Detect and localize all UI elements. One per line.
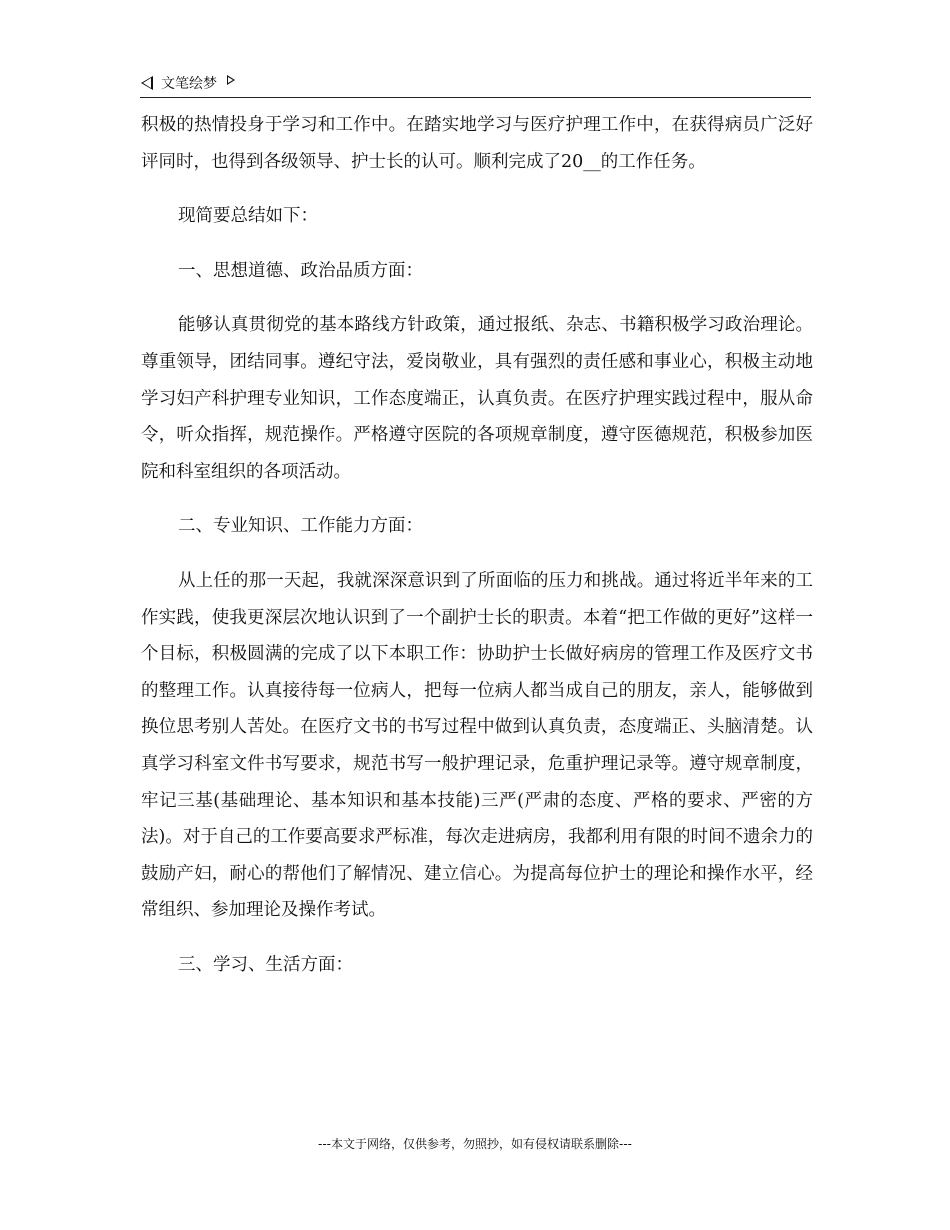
- document-body: [141, 107, 813, 1001]
- triangle-right-icon: [227, 75, 235, 85]
- header-title: 文笔绘梦: [161, 76, 217, 92]
- section-heading-1: 一、思想道德、政治品质方面：: [178, 260, 423, 281]
- section-heading-3: 三、学习、生活方面：: [178, 954, 353, 975]
- page-footer: ---本文于网络，仅供参考，勿照抄，如有侵权请联系删除---: [318, 1137, 632, 1151]
- triangle-left-icon: [141, 76, 153, 90]
- page-header: [141, 72, 235, 94]
- header-divider: [140, 97, 811, 98]
- paragraph-summary-lead: 现简要总结如下：: [178, 206, 318, 227]
- paragraph-intro: 积极的热情投身于学习和工作中。在踏实地学习与医疗护理工作中，在获得病员广泛好评同时，也得到各级领导、护士长的认可。顺利完成了20__的工作任务。: [141, 115, 813, 172]
- section-heading-2: 二、专业知识、工作能力方面：: [178, 516, 423, 537]
- paragraph-section-2: 从上任的那一天起，我就深深意识到了所面临的压力和挑战。通过将近半年来的工作实践，使我更深层次地认识到了一个副护士长的职责。本着“把工作做的更好”这样一个目标，积极圆满的完成了以下本职工作：协助护士长做好病房的管理工作及医疗文书的整理工作。认真接待每一位病人，把每一位病人都当成自己的朋友，亲人，能够做到换位思考别人苦处。在医疗文书的书写过程中做到认真负责，态度端正、头脑清楚。认真学习科室文件书写要求，规范书写一般护理记录，危重护理记录等。遵守规章制度，牢记三基(基础理论、基本知识和基本技能)三严(严肃的态度、严格的要求、严密的方法)。对于自己的工作要高要求严标准，每次走进病房，我都利用有限的时间不遗余力的鼓励产妇，耐心的帮他们了解情况、建立信心。为提高每位护士的理论和操作水平，经常组织、参加理论及操作考试。: [141, 570, 813, 921]
- paragraph-section-1: 能够认真贯彻党的基本路线方针政策，通过报纸、杂志、书籍积极学习政治理论。尊重领导，团结同事。遵纪守法，爱岗敬业，具有强烈的责任感和事业心，积极主动地学习妇产科护理专业知识，工作态度端正，认真负责。在医疗护理实践过程中，服从命令，听众指挥，规范操作。严格遵守医院的各项规章制度，遵守医德规范，积极参加医院和科室组织的各项活动。: [141, 315, 813, 482]
